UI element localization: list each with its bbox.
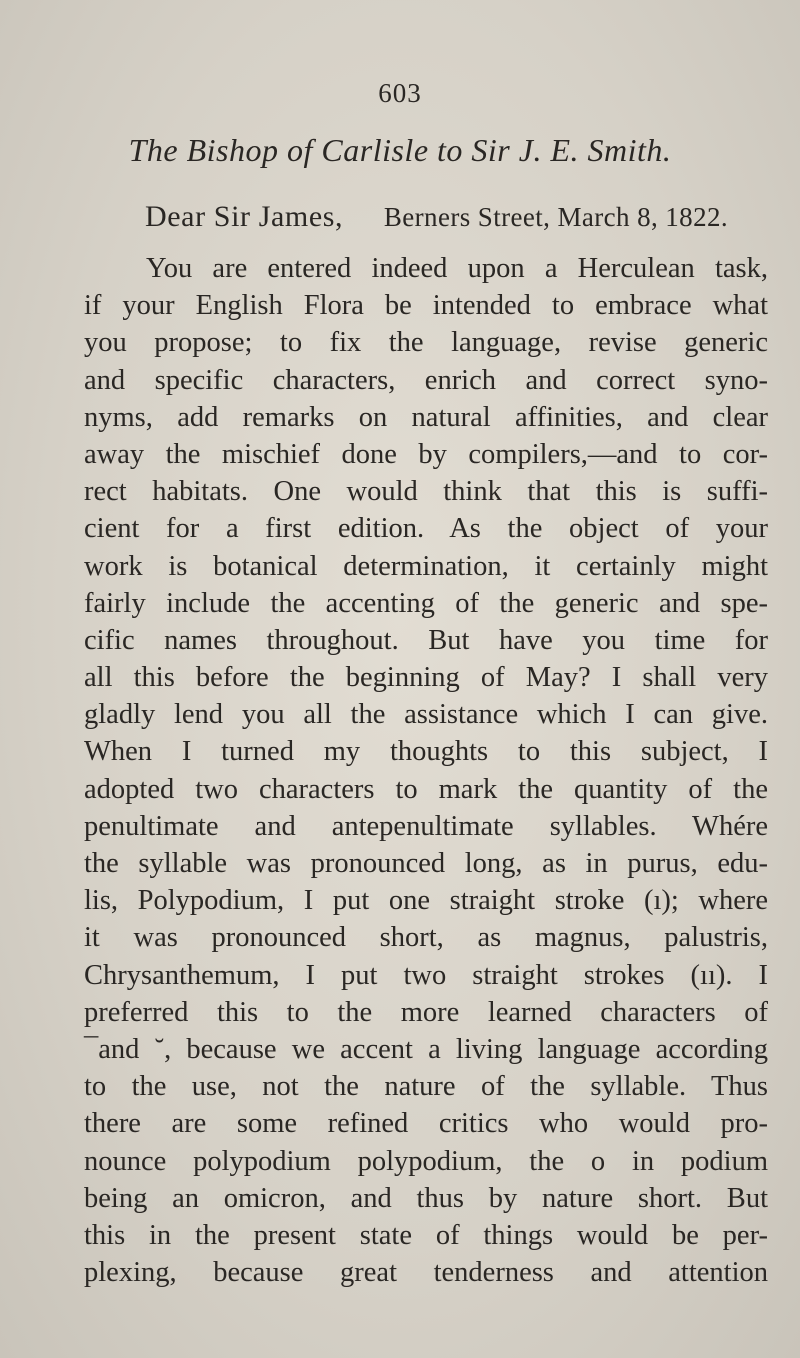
text-line: you propose; to fix the language, revise generic (84, 327, 768, 359)
text-line: gladly lend you all the assistance which I can give. (84, 699, 768, 731)
text-line: adopted two characters to mark the quantity of the (84, 773, 768, 805)
text-line: there are some refined critics who would pro- (84, 1108, 768, 1140)
text-line: and specific characters, enrich and correct syno- (84, 364, 768, 396)
text-line: to the use, not the nature of the syllable. Thus (84, 1071, 768, 1103)
salutation: Dear Sir James, (145, 200, 344, 233)
text-line: ¯and ˘, because we accent a living language according (84, 1033, 768, 1065)
text-line: all this before the beginning of May? I shall very (84, 662, 768, 694)
text-line: lis, Polypodium, I put one straight stroke (ı); where (84, 885, 768, 917)
text-line: preferred this to the more learned characters of (84, 996, 768, 1028)
text-line: nounce polypodium polypodium, the o in podium (84, 1145, 768, 1177)
text-line: rect habitats. One would think that this is suffi- (84, 476, 768, 508)
text-line: You are entered indeed upon a Herculean task, (146, 253, 768, 284)
text-line: the syllable was pronounced long, as in purus, edu- (84, 848, 768, 879)
text-line: When I turned my thoughts to this subject, I (84, 736, 768, 768)
text-line: it was pronounced short, as magnus, palustris, (84, 922, 768, 954)
text-line: cient for a first edition. As the object of your (84, 513, 768, 545)
text-line: away the mischief done by compilers,—and to cor- (84, 438, 768, 470)
text-line: cific names throughout. But have you time for (84, 624, 768, 656)
text-line: Chrysanthemum, I put two straight strokes (ıı). I (84, 959, 768, 991)
letter-body (84, 250, 768, 1291)
text-line: penultimate and antepenultimate syllables. Whére (84, 810, 768, 842)
salutation-line (145, 200, 765, 234)
text-line: fairly include the accenting of the generic and spe- (84, 587, 768, 619)
text-line: plexing, because great tenderness and attention (84, 1257, 768, 1289)
letter-title: The Bishop of Carlisle to Sir J. E. Smith. (128, 132, 672, 168)
text-line: nyms, add remarks on natural affinities, and clear (84, 401, 768, 433)
text-line: this in the present state of things would be per- (84, 1219, 768, 1251)
text-line: work is botanical determination, it certainly might (84, 550, 768, 582)
page-number: 603 (378, 78, 422, 108)
text-line: if your English Flora be intended to embrace what (84, 290, 768, 322)
dateline: Berners Street, March 8, 1822. (383, 202, 729, 232)
text-line: being an omicron, and thus by nature short. But (84, 1182, 768, 1214)
